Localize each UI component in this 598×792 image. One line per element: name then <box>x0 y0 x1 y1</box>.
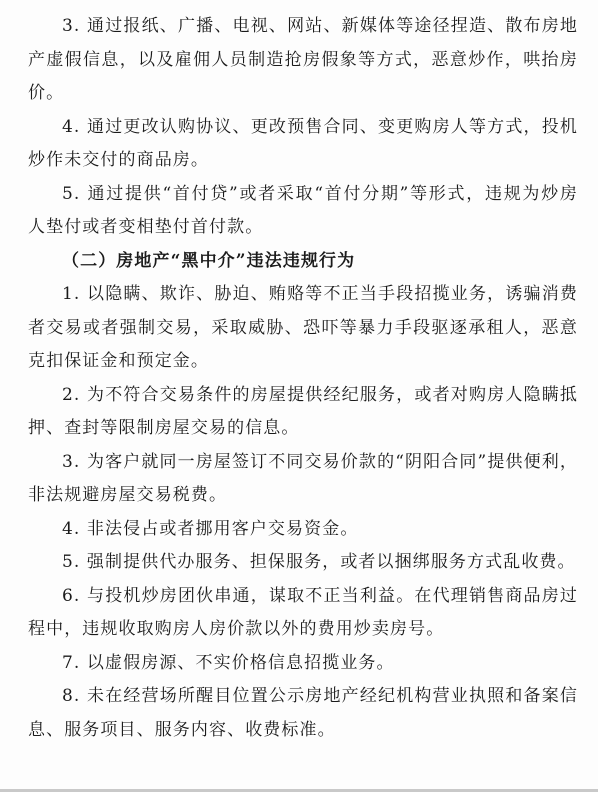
paragraph-item-5: 5. 通过提供“首付贷”或者采取“首付分期”等形式，违规为炒房人垫付或者变相垫付首付款。 <box>28 183 578 237</box>
paragraph-item-2: 2. 为不符合交易条件的房屋提供经纪服务，或者对购房人隐瞒抵押、查封等限制房屋交易的信息。 <box>28 384 578 438</box>
paragraph-item-4: 4. 通过更改认购协议、更改预售合同、变更购房人等方式，投机炒作未交付的商品房。 <box>28 116 578 170</box>
paragraph-item-8: 8. 未在经营场所醒目位置公示房地产经纪机构营业执照和备案信息、服务项目、服务内容、收费标准。 <box>28 686 578 740</box>
section-heading: （二）房地产“黑中介”违法违规行为 <box>62 250 356 271</box>
paragraph-item-7: 7. 以虚假房源、不实价格信息招揽业务。 <box>62 652 395 673</box>
paragraph-item-5b: 5. 强制提供代办服务、担保服务，或者以捆绑服务方式乱收费。 <box>62 552 576 572</box>
paragraph-item-4b: 4. 非法侵占或者挪用客户交易资金。 <box>62 518 359 539</box>
paragraph-item-6: 6. 与投机炒房团伙串通，谋取不正当利益。在代理销售商品房过程中，违规收取购房人房价款以外的费用炒卖房号。 <box>28 585 578 639</box>
paragraph-item-1: 1. 以隐瞒、欺诈、胁迫、贿赂等不正当手段招揽业务，诱骗消费者交易或者强制交易，采取威胁、恐吓等暴力手段驱逐承租人，恶意克扣保证金和预定金。 <box>28 284 578 371</box>
paragraph-item-3: 3. 通过报纸、广播、电视、网站、新媒体等途径捏造、散布房地产虚假信息，以及雇佣人员制造抢房假象等方式，恶意炒作，哄抬房价。 <box>28 16 578 103</box>
paragraph-item-3b: 3. 为客户就同一房屋签订不同交易价款的“阴阳合同”提供便利，非法规避房屋交易税费。 <box>28 451 578 505</box>
